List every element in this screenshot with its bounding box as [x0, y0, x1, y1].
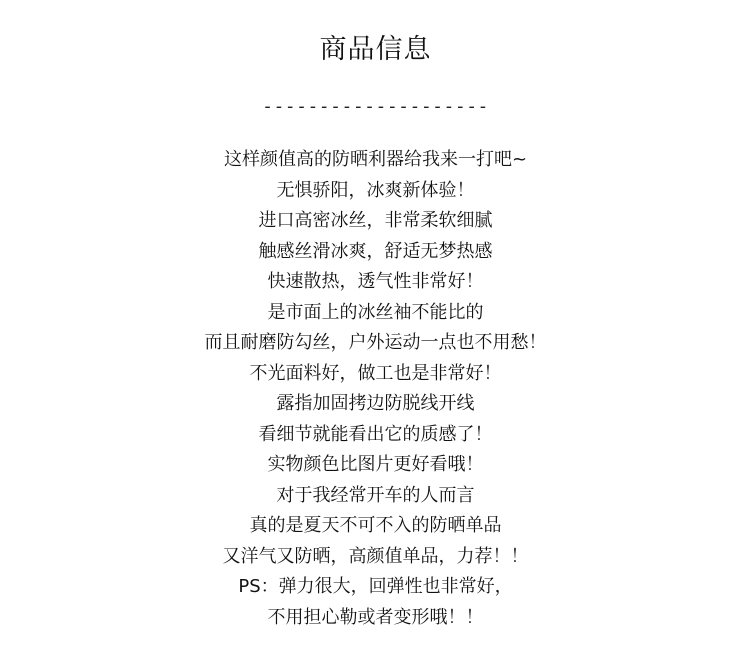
- description-line: 而且耐磨防勾丝，户外运动一点也不用愁！: [204, 332, 547, 353]
- description-line: 无惧骄阳，冰爽新体验！: [276, 179, 475, 201]
- description-line: 不用担心勒或者变形哦！！: [267, 606, 484, 628]
- description-line: 是市面上的冰丝袖不能比的: [267, 301, 484, 323]
- description-line: 又洋气又防晒，高颜值单品，力荐！！: [222, 545, 529, 567]
- description-line: 实物颜色比图片更好看哦！: [267, 454, 484, 475]
- page-title: 商品信息: [319, 34, 432, 65]
- description-line: PS：弹力很大，回弹性也非常好，: [238, 576, 513, 597]
- description-line: 进口高密冰丝，非常柔软细腻: [258, 210, 493, 231]
- description-line: 这样颜值高的防晒利器给我来一打吧~: [223, 149, 528, 170]
- title-divider: --------------------: [262, 96, 489, 117]
- description-lines: [0, 145, 751, 633]
- description-line: 不光面料好，做工也是非常好！: [249, 362, 502, 384]
- description-line: 对于我经常开车的人而言: [276, 484, 475, 506]
- description-line: 露指加固拷边防脱线开线: [276, 393, 475, 414]
- description-line: 触感丝滑冰爽，舒适无梦热感: [258, 240, 493, 262]
- description-line: 真的是夏天不可不入的防晒单品: [249, 515, 502, 536]
- description-line: 快速散热，透气性非常好！: [267, 271, 484, 292]
- description-line: 看细节就能看出它的质感了！: [258, 423, 493, 445]
